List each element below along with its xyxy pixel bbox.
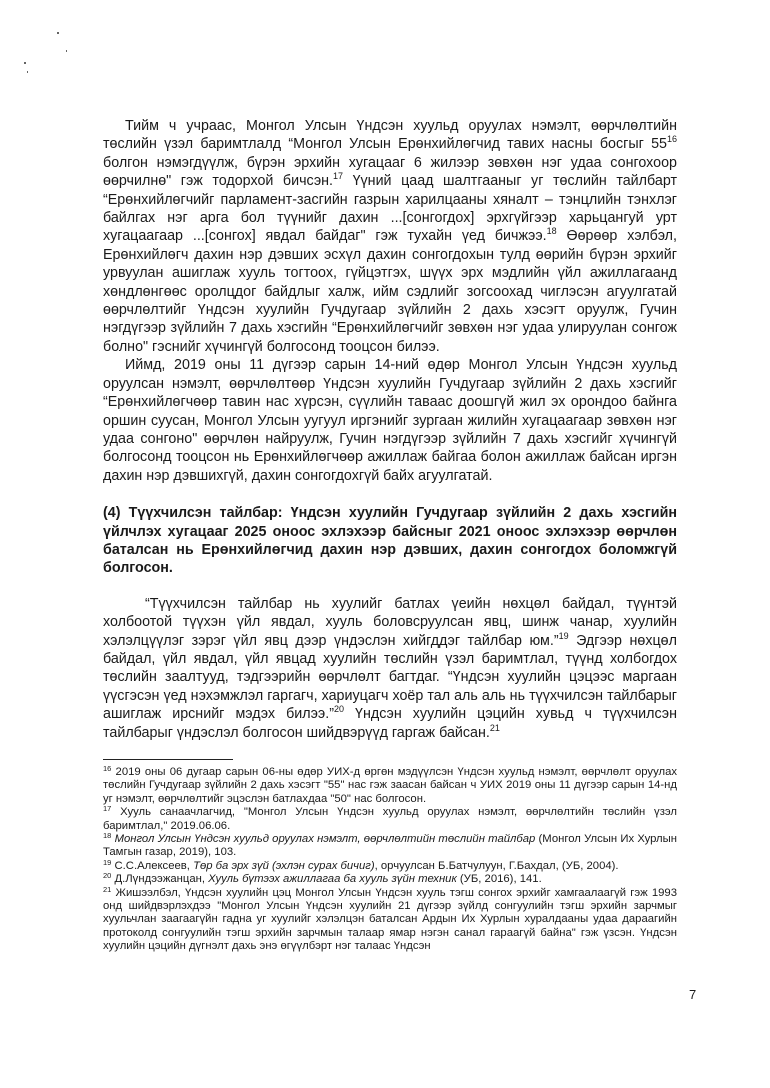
footnote-text: (УБ, 2016), 141. <box>456 873 542 886</box>
paragraph-text: Үндсэн хуулийн цэцийн хувьд ч түүхчилсэн тайлбарыг үндэслэл болгосон шийдвэрүүд гаргаж байсан. <box>103 706 677 741</box>
page-number: 7 <box>689 987 697 1002</box>
paragraph-text: Иймд, 2019 оны 11 дүгээр сарын 14-ний өдөр Монгол Улсын Үндсэн хуульд оруулсан нэмэлт, өөрчлөлтөөр Үндсэн хуулийн Гучдугаар зүйлийн 2 дахь хэсгийг “Ерөнхийлөгчөөр тавин нас хүрсэн, сүүлийн таваас доошгүй жил эх орондоо байнга оршин суусан, Монгол Улсын уугуул иргэнийг зургаан жилийн хугацаагаар зөвхөн нэг удаа сонгоно" өөрчлөн найруулж, Гучин нэгдүгээр зүйлийн 7 дахь хэсгийг хүчингүй болгосонд тооцсон нь Ерөнхийлөгчөөр ажиллаж байгаа болон ажиллаж байсан иргэн дахин нэр дэвшихгүй, дахин сонгогдохгүй байх агуулгатай. <box>103 357 677 484</box>
footnote-ref[interactable]: 18 <box>546 226 557 237</box>
footnote-author: Д.Лүндээжанцан, <box>114 873 209 886</box>
paragraph-text: “Түүхчилсэн тайлбар нь хуулийг батлах үеийн нөхцөл байдал, түүнтэй холбоотой түүхэн үйл явдал, хууль боловсруулсан явц, шинж чанар, хуулийн хэлэлцүүлэг зэрэг үйл явц дээр үндэслэн хийгддэг тайлбар юм.” <box>103 595 677 649</box>
footnote-number: 21 <box>103 884 112 894</box>
paragraph-text: болгон нэмэгдүүлж, бүрэн эрхийн хугацааг 6 жилээр зөвхөн нэг удаа сонгохоор өөрчилнө" гэж тодорхой бичсэн. <box>103 154 677 190</box>
footnote-text: , орчуулсан Б.Батчулуун, Г.Бахдал, (УБ, 2004). <box>374 859 619 872</box>
footnote-text: Хууль санаачлагчид, "Монгол Улсын Үндсэн хуульд оруулах нэмэлт, өөрчлөлтийн төслийн үзэл баримтлал," 2019.06.06. <box>103 806 677 832</box>
footnote-number: 17 <box>103 804 112 814</box>
footnote-21 <box>103 884 677 954</box>
footnote-ref[interactable]: 19 <box>558 630 569 641</box>
footnote-ref[interactable]: 21 <box>489 722 500 733</box>
footnote-number: 18 <box>103 831 112 841</box>
footnote-17 <box>103 806 677 833</box>
footnote-16 <box>103 766 677 806</box>
footnote-title: Төр ба эрх зүй (эхлэн сурах бичиг) <box>193 859 375 872</box>
footnote-text: Жишээлбэл, Үндсэн хуулийн цэц Монгол Улсын Үндсэн хууль тэгш сонгох эрхийг хамгаалаагүй гэж 1993 онд шийдвэрлэхдээ "Монгол Улсын Үндсэн хуулийн 21 дүгээр зүйлд сонгуулийн тэгш эрхийн зарчмыг хуульчлан заагаагүйн гадна уг хуулийг хэлэлцэн баталсан Ардын Их Хурлын хуралдааны удаа дараагийн протоколд сонгуулийн тэгш эрхийн зарчмын талаар ямар нэгэн санал гараагүй байна" гэж үзсэн. Үндсэн хуулийн цэцийн дүгнэлт дахь энэ өгүүлбэрт нэг талаас Үндсэн <box>103 886 677 953</box>
footnote-number: 16 <box>103 764 112 773</box>
body-paragraph-3 <box>103 595 677 742</box>
scan-speck <box>66 50 67 52</box>
paragraph-text: Тийм ч учраас, Монгол Улсын Үндсэн хуульд оруулах нэмэлт, өөрчлөлтийн төслийн үзэл баримтлалд “Монгол Улсын Ерөнхийлөгчид тавих насны босгыг 55 <box>103 118 677 153</box>
paragraph-text: Эдгээр нөхцөл байдал, үйл явдал, үйл явцад хуулийн төслийн үзэл баримтлал, түүнд холбогдох төслийн заалтууд, тэдгээрийн өөрчлөлт багтдаг. “Үндсэн хуулийн цэцээс маргаан үүсгэсэн үед нэхэмжлэл гаргагч, хариуцагч хоёр тал аль аль нь түүхчилсэн тайлбарыг ашиглаж ирснийг мэдэх билээ.” <box>103 632 677 723</box>
footnotes <box>103 766 677 954</box>
paragraph-text: Өөрөөр хэлбэл, Ерөнхийлөгч дахин нэр дэвших эсхүл дахин сонгогдохын тулд өөрийн бүрэн эрхийг урвуулан ашиглаж хууль тогтоох, гүйцэтгэх, шүүх эрх мэдлийн үйл ажиллагаанд хөндлөнгөөс оролцдог байдлыг халж, ийм сэдлийг зогсоохад чиглэсэн агуулгатай өөрчлөлтийг Үндсэн хуулийн Гучдугаар зүйлийн 2 дахь хэсэгт оруулж, Гучин нэгдүгээр зүйлийн 7 дахь хэсгийн “Ерөнхийлөгчийг зөвхөн нэг удаа улируулан сонгож болно" гэснийг хүчингүй болгосонд тооцсон билээ. <box>103 228 677 355</box>
paragraph-text: Үүний цаад шалтгааныг уг төслийн тайлбарт “Ерөнхийлөгчийг парламент-засгийн газрын харилцааны хяналт – тэнцлийн тэнхлэг байлгах нэг арга бол түүнийг дахин ...[сонгогдох] эрхгүйгээр харьцангуй урт хугацаагаар ...[сонгох] явдал байдаг" гэж тухайн үед бичжээ. <box>103 173 677 245</box>
footnote-ref[interactable]: 20 <box>333 704 344 715</box>
footnote-ref[interactable]: 17 <box>333 171 344 182</box>
document-page <box>103 117 677 954</box>
footnote-author: С.С.Алексеев, <box>114 859 194 872</box>
footnote-number: 20 <box>103 871 112 881</box>
scan-speck <box>57 32 59 34</box>
footnote-text: (Монгол Улсын Их Хурлын Тамгын газар, 2019), 103. <box>103 833 677 859</box>
footnote-title: Хууль бүтээх ажиллагаа ба хууль зүйн техник <box>208 873 457 886</box>
scan-speck <box>24 62 26 64</box>
section-heading <box>103 504 677 578</box>
footnote-ref[interactable]: 16 <box>666 134 677 145</box>
scan-speck <box>27 71 28 73</box>
heading-text: (4) Түүхчилсэн тайлбар: Үндсэн хуулийн Гучдугаар зүйлийн 2 дахь хэсгийн үйлчлэх хугацааг 2025 оноос эхлэхээр байсныг 2021 оноос эхлэхээр өөрчлөн баталсан нь Ерөнхийлөгчид дахин нэр дэвших, дахин сонгогдох боломжгүй болгосон. <box>103 505 677 577</box>
footnote-18 <box>103 833 677 860</box>
footnote-19 <box>103 857 677 873</box>
footnote-number: 19 <box>103 857 112 867</box>
footnote-separator <box>103 759 233 760</box>
footnote-title: Монгол Улсын Үндсэн хуульд оруулах нэмэлт, өөрчлөлтийн төслийн тайлбар <box>114 833 536 846</box>
footnote-20 <box>103 873 677 886</box>
body-paragraph-1 <box>103 117 677 356</box>
body-paragraph-2 <box>103 356 677 485</box>
footnote-text: 2019 оны 06 дугаар сарын 06-ны өдөр УИХ-д өргөн мэдүүлсэн Үндсэн хуульд нэмэлт, өөрчлөлт оруулах төслийн Гучдугаар зүйлийн 2 дахь хэсэгт "55" нас гэж заасан байсан ч УИХ 2019 оны 11 дүгээр сарын 14-нд уг нэмэлт, өөрчлөлтийг эцэслэн батлахдаа "50" нас болгосон. <box>103 766 677 805</box>
